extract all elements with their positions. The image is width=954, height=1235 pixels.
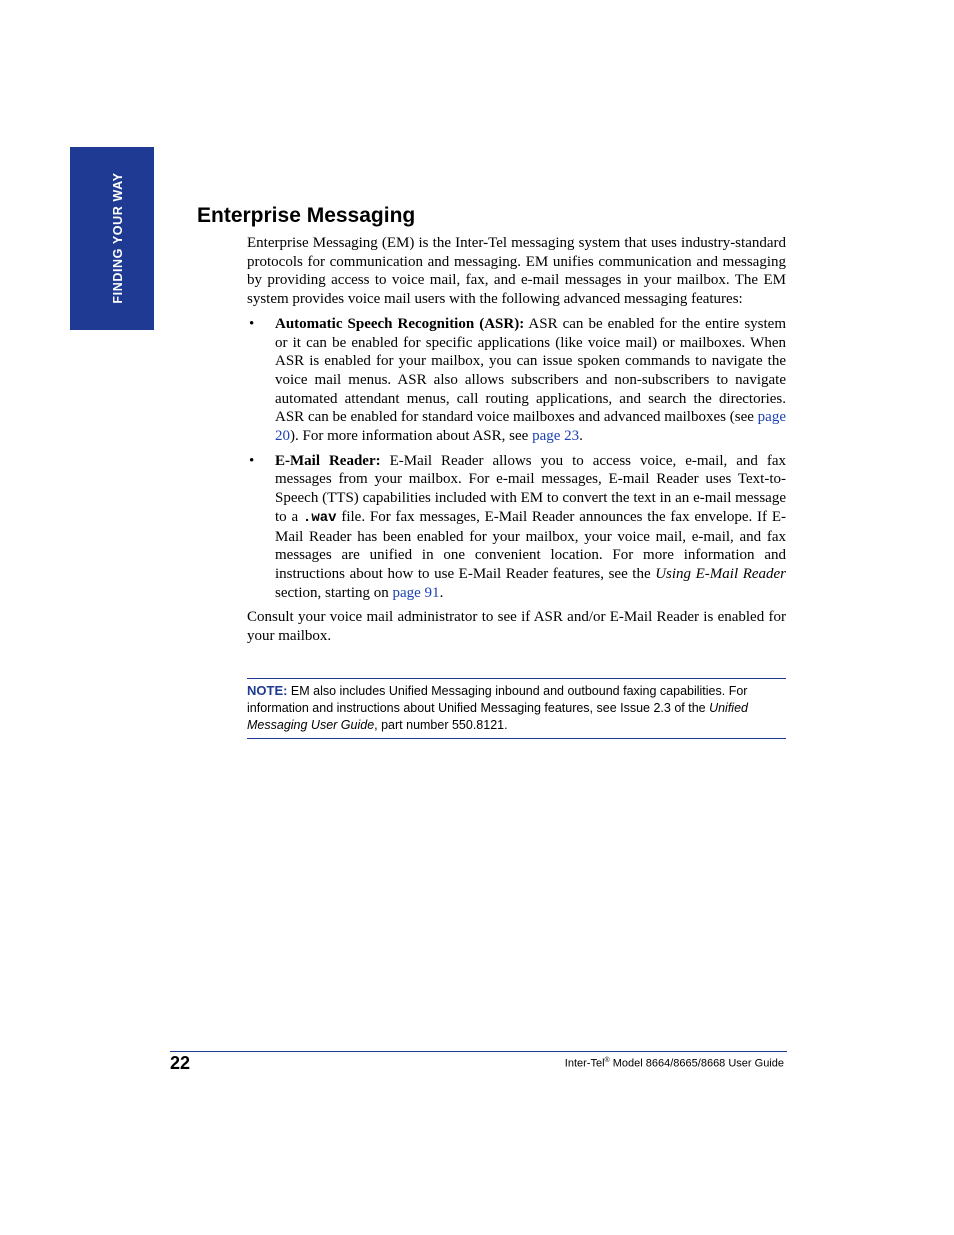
registered-mark: ® — [604, 1057, 610, 1064]
note-label: NOTE: — [247, 683, 288, 698]
email-text-2: file. For fax messages, E-Mail Reader announces the fax envelope. If E-Mail Reader has been enabled for your mailbox, your voice mail, e-mail, and fax messages are unified in one convenient location. For more information and instructions about how to use E-Mail Reader features, see the — [275, 508, 786, 582]
section-body — [247, 234, 786, 646]
footer-rule — [170, 1051, 787, 1052]
email-text-1: E-Mail Reader allows you to access voice, e-mail, and fax messages from your mailbox. For e-mail messages, E-mail Reader uses Text-to-Speech (TTS) capabilities included with EM to convert the text in an e-mail message to a — [275, 452, 786, 525]
wav-code: .wav — [302, 509, 337, 526]
note-guide-title: Unified Messaging User Guide — [247, 701, 748, 732]
side-tab-label: FINDING YOUR WAY — [111, 172, 125, 304]
note-text-2: , part number 550.8121. — [374, 718, 508, 732]
page-number: 22 — [170, 1053, 191, 1073]
note-text-1: EM also includes Unified Messaging inbound and outbound faxing capabilities. For information and instructions about Unified Messaging features, see Issue 2.3 of the — [247, 684, 748, 715]
list-item-email-reader — [247, 452, 786, 603]
footer-guide-name: Model 8664/8665/8668 User Guide — [609, 1057, 784, 1070]
bullet-icon: • — [249, 452, 255, 469]
email-reader-term: E-Mail Reader: — [275, 452, 381, 469]
link-page-91[interactable]: page 91 — [392, 584, 440, 601]
note-box — [247, 678, 786, 739]
asr-term: Automatic Speech Recognition (ASR): — [275, 315, 525, 332]
asr-text-2: ). For more information about ASR, see — [290, 428, 533, 445]
link-page-20[interactable]: page 20 — [275, 409, 786, 445]
footer-title — [565, 1054, 784, 1071]
bullet-icon: • — [249, 315, 255, 332]
email-reader-section-ref: Using E-Mail Reader — [655, 565, 787, 582]
asr-text-1: ASR can be enabled for the entire system or it can be enabled for specific applications (like voice mail) or mailboxes. When ASR is enabled for your mailbox, you can issue spoken commands to navigate the voice mail menus. ASR also allows subscribers and non-subscribers to navigate automated attendant menus, call routing applications, and search the directories. ASR can be enabled for standard voice mailboxes and advanced mailboxes (see — [275, 315, 786, 426]
email-text-4: . — [439, 584, 444, 601]
list-item-asr — [247, 315, 786, 446]
section-title: Enterprise Messaging — [197, 204, 416, 227]
link-page-23[interactable]: page 23 — [532, 428, 580, 445]
footer-brand: Inter-Tel — [564, 1057, 605, 1070]
email-text-3: section, starting on — [275, 584, 393, 601]
intro-paragraph: Enterprise Messaging (EM) is the Inter-Tel messaging system that uses industry-standard protocols for communication and messaging. EM unifies communication and messaging by providing access to voice mail, fax, and e-mail messages in your mailbox. The EM system provides voice mail users with the following advanced messaging features: — [247, 235, 786, 308]
feature-list — [247, 315, 786, 603]
asr-text-3: . — [579, 428, 583, 445]
closing-paragraph: Consult your voice mail administrator to see if ASR and/or E-Mail Reader is enabled for your mailbox. — [247, 609, 786, 645]
